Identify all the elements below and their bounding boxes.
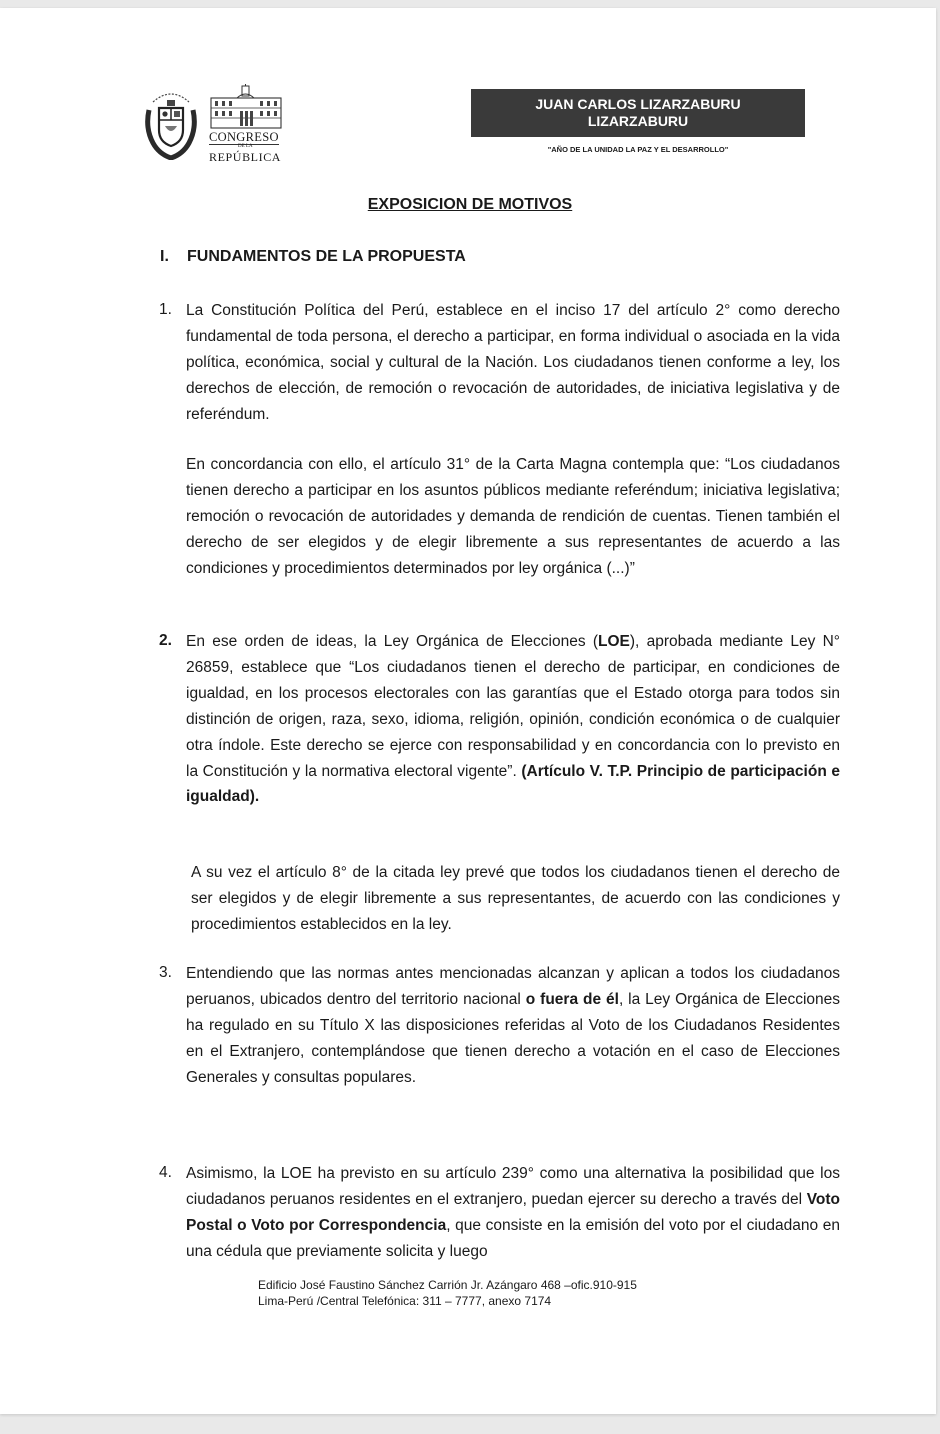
document-page — [0, 8, 936, 1414]
item-2-paragraph-2: A su vez el artículo 8° de la citada ley prevé que todos los ciudadanos tienen el derecho de ser elegidos y de elegir libremente a sus representantes, de acuerdo con las condiciones y procedimientos establecidos en la ley. — [191, 864, 840, 933]
section-heading — [160, 248, 466, 266]
item-2-paragraph-1: En ese orden de ideas, la Ley Orgánica de Elecciones (LOE), aprobada mediante Ley N° 26859, establece que “Los ciudadanos tienen el derecho de participar, en condiciones de igualdad, en los procesos electorales con las garantías que el Estado otorga para todos sin distinción de origen, raza, sexo, idioma, religión, opinión, condición económica o de cualquier otra índole. Este derecho se ejerce con responsabilidad y en concordancia con lo previsto en la Constitución y la normativa electoral vigente”. (Artículo V. T.P. Principio de participación e igualdad). — [186, 633, 840, 806]
congressman-name-box — [471, 89, 805, 137]
congressman-name-line1: JUAN CARLOS LIZARZABURU — [535, 96, 741, 112]
item-number: 1. — [159, 301, 172, 318]
item-number: 2. — [159, 632, 172, 649]
item-3-paragraph-1: Entendiendo que las normas antes mencionadas alcanzan y aplican a todos los ciudadanos peruanos, ubicados dentro del territorio nacional o fuera de él, la Ley Orgánica de Elecciones ha regulado en su Título X las disposiciones referidas al Voto de los Ciudadanos Residentes en el Extranjero, contemplándose que tienen derecho a votación en el caso de Elecciones Generales y consultas populares. — [186, 965, 841, 1086]
document-title: EXPOSICION DE MOTIVOS — [367, 196, 573, 213]
section-number: I. — [160, 248, 169, 265]
item-number: 4. — [159, 1164, 172, 1181]
item-4-paragraph-1: Asimismo, la LOE ha previsto en su artículo 239° como una alternativa la posibilidad que los ciudadanos peruanos residentes en el extranjero, puedan ejercer su derecho a través del Voto Postal o Voto por Correspondencia, que consiste en la emisión del voto por el ciudadano en una cédula que previamente solicita y luego — [186, 1165, 841, 1260]
item-1-paragraph-1: La Constitución Política del Perú, establece en el inciso 17 del artículo 2° como derecho fundamental de toda persona, el derecho a participar, en forma individual o asociada en la vida política, económica, social y cultural de la Nación. Los ciudadanos tienen conforme a ley, los derechos de elección, de remoción o revocación de autoridades, de iniciativa legislativa y de referéndum. — [186, 302, 840, 423]
logo-text-republica: REPÚBLICA — [209, 150, 282, 164]
congress-building-icon — [207, 84, 285, 130]
congressman-name-line2: LIZARZABURU — [587, 113, 689, 129]
item-number: 3. — [159, 964, 172, 981]
page-footer — [258, 1278, 637, 1309]
section-title: FUNDAMENTOS DE LA PROPUESTA — [187, 248, 466, 265]
coat-of-arms-icon — [143, 88, 199, 160]
year-motto: "AÑO DE LA UNIDAD LA PAZ Y EL DESARROLLO" — [547, 145, 729, 154]
logo-text-congreso: CONGRESO — [209, 130, 279, 144]
logo-text-de-la: DE LA — [238, 144, 253, 149]
footer-address: Edificio José Faustino Sánchez Carrión Jr. Azángaro 468 –ofic.910-915 — [258, 1278, 637, 1292]
footer-phone: Lima-Perú /Central Telefónica: 311 – 7777, anexo 7174 — [258, 1293, 552, 1308]
item-1-paragraph-2: En concordancia con ello, el artículo 31° de la Carta Magna contempla que: “Los ciudadanos tienen derecho a participar en los asuntos públicos mediante referéndum; iniciativa legislativa; remoción o revocación de autoridades y demanda de rendición de cuentas. Tienen también el derecho de ser elegidos y de elegir libremente a sus representantes de acuerdo a las condiciones y procedimientos determinados por ley orgánica (...)” — [186, 456, 840, 577]
